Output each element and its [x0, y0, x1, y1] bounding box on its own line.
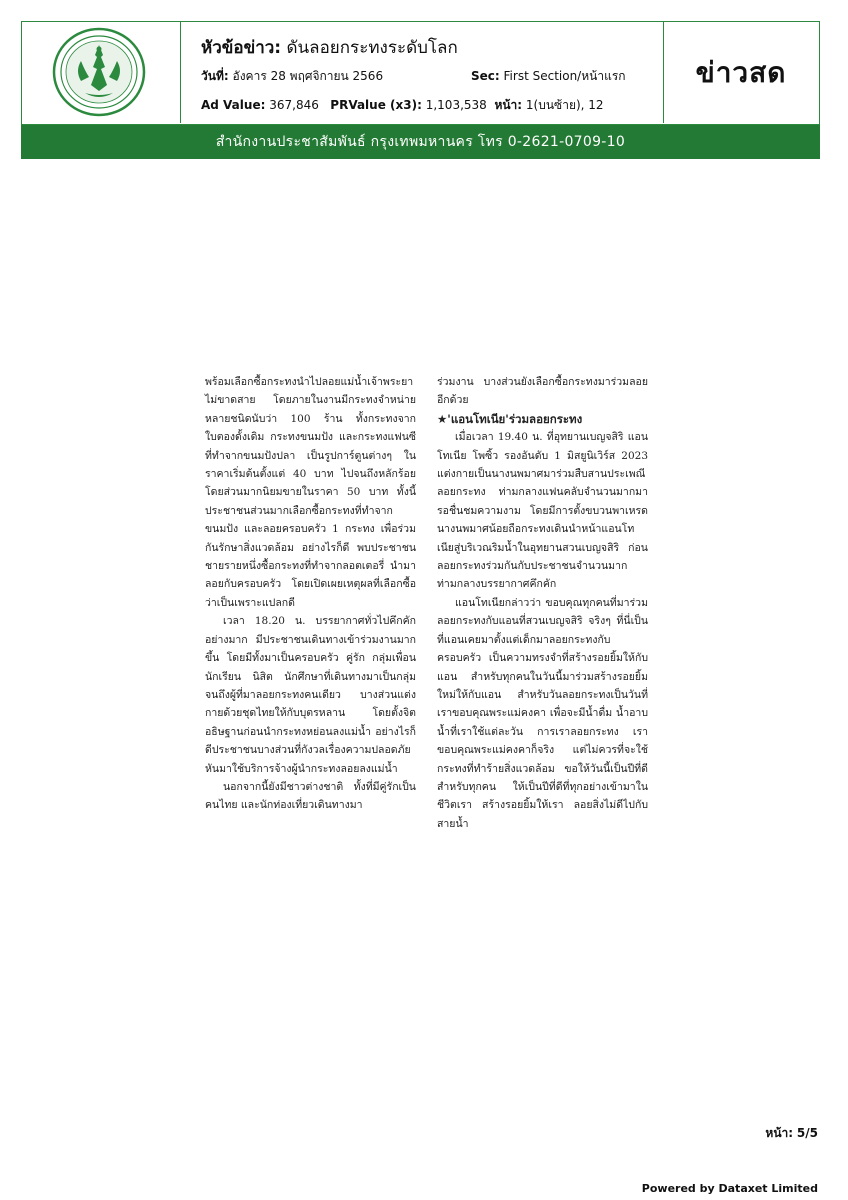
headline-label: หัวข้อข่าว: [201, 38, 282, 58]
footer-page-label: หน้า: [765, 1126, 794, 1140]
paragraph: พร้อมเลือกซื้อกระทงนำไปลอยแม่น้ำเจ้าพระยาไม่ขาดสาย โดยภายในงานมีกระทงจำหน่ายหลายชนิดนับว่า 100 ร้าน ทั้งกระทงจากใบตองดั้งเดิม กระทงขนมปัง และกระทงแฟนซี ที่ทำจากขนมปังปลา เป็นรูปการ์ตูนต่างๆ ในราคาเริ่มต้นตั้งแต่ 40 บาท ไปจนถึงหลักร้อย โดยส่วนมากนิยมขายในราคา 50 บาท ทั้งนี้ประชาชนส่วนมากเลือกซื้อกระทงที่ทำจากขนมปัง และลอยครอบครัว 1 กระทง เพื่อร่วมกันรักษาสิ่งแวดล้อม อย่างไรก็ดี พบประชาชนชายรายหนึ่งซื้อกระทงที่ทำจากลอตเตอรี่ นำมาลอยกับครอบครัว โดยเปิดเผยเหตุผลที่เลือกซื้อว่าเป็นเพราะแปลกดี [205, 376, 416, 609]
paragraph: เวลา 18.20 น. บรรยากาศทั่วไปคึกคักอย่างมาก มีประชาชนเดินทางเข้าร่วมงานมากขึ้น โดยมีทั้งมาเป็นครอบครัว คู่รัก กลุ่มเพื่อนนักเรียน นิสิต นักศึกษาที่เดินทางมาเป็นกลุ่ม จนถึงผู้ที่มาลอยกระทงคนเดียว บางส่วนแต่งกายด้วยชุดไทยให้กับบุตรหลาน โดยตั้งจิตอธิษฐานก่อนนำกระทงหย่อนลงแม่น้ำ อย่างไรก็ดีประชาชนบางส่วนที่กังวลเรื่องความปลอดภัย หันมาใช้บริการจ้างผู้นำกระทงลอยลงแม่น้ำ [205, 615, 416, 775]
headline-row [201, 34, 458, 61]
subheading: ★'แอนโทเนีย'ร่วมลอยกระทง [437, 411, 583, 426]
page-number [765, 1124, 818, 1143]
logo-cell [22, 22, 181, 123]
ad-value-label: Ad Value: [201, 98, 266, 112]
powered-by: Powered by Dataxet Limited [641, 1182, 818, 1195]
section-value: First Section/หน้าแรก [503, 69, 626, 83]
page-value: 1(บนซ้าย), 12 [525, 98, 604, 112]
paragraph: แอนโทเนียกล่าวว่า ขอบคุณทุกคนที่มาร่วมลอยกระทงกับแอนที่สวนเบญจสิริ จริงๆ ที่นี่เป็นที่แอนเคยมาตั้งแต่เด็กมาลอยกระทงกับครอบครัว เป็นความทรงจำที่สร้างรอยยิ้มให้กับแอน สำหรับทุกคนในวันนี้มาร่วมสร้างรอยยิ้มใหม่ให้กับแอน สำหรับวันลอยกระทงเป็นวันที่เราขอบคุณพระแม่คงคา เพื่อจะมีน้ำดื่ม น้ำอาบ น้ำที่เราใช้แต่ละวัน การเราลอยกระทง เราขอบคุณพระแม่คงคาก็จริง แต่ไม่ควรที่จะใช้กระทงที่ทำร้ายสิ่งแวดล้อม ขอให้วันนี้เป็นปีที่ดีสำหรับทุกคน ให้เป็นปีที่ดีที่ทุกอย่างเข้ามาในชีวิตเรา สร้างรอยยิ้มให้เรา ลอยสิ่งไม่ดีไปกับสายน้ำ [437, 596, 648, 830]
section-label: Sec: [471, 69, 500, 83]
date-row [201, 67, 383, 86]
clipping-header [21, 21, 820, 125]
paragraph: เมื่อเวลา 19.40 น. ที่อุทยานเบญจสิริ แอนโทเนีย โพซิ้ว รองอันดับ 1 มิสยูนิเวิร์ส 2023 แต่งกายเป็นนางนพมาศมาร่วมสืบสานประเพณีลอยกระทง ท่ามกลางแฟนคลับจำนวนมากมารอชื่นชมความงาม โดยมีการตั้งขบวนพาเหรด นางนพมาศน้อยถือกระทงเดินนำหน้าแอนโทเนียสู่บริเวณริมน้ำในอุทยานสวนเบญจสิริ ก่อนลอยกระทงร่วมกันกับประชาชนจำนวนมาก ท่ามกลางบรรยากาศคึกคัก [437, 431, 648, 591]
paragraph: นอกจากนี้ยังมีชาวต่างชาติ ทั้งที่มีคู่รักเป็นคนไทย และนักท่องเที่ยวเดินทางมา [205, 780, 416, 812]
paragraph: ร่วมงาน บางส่วนยังเลือกซื้อกระทงมาร่วมลอยอีกด้วย [437, 376, 648, 407]
pr-value: 1,103,538 [425, 98, 487, 112]
pr-value-label: PRValue (x3): [330, 98, 422, 112]
page-label: หน้า: [494, 98, 523, 112]
section-row [471, 67, 626, 86]
article-body [205, 373, 648, 933]
ad-value: 367,846 [269, 98, 319, 112]
footer-page-value: 5/5 [796, 1126, 818, 1140]
bangkok-seal-logo [51, 27, 147, 117]
source-cell [664, 22, 818, 123]
contact-banner: สำนักงานประชาสัมพันธ์ กรุงเทพมหานคร โทร 0-2621-0709-10 [21, 125, 820, 159]
source-name: ข่าวสด [695, 55, 787, 89]
date-value: อังคาร 28 พฤศจิกายน 2566 [232, 69, 384, 83]
info-cell [181, 22, 664, 123]
article-column-right [437, 373, 648, 833]
value-row [201, 96, 604, 115]
headline: ดันลอยกระทงระดับโลก [286, 38, 458, 58]
date-label: วันที่: [201, 69, 229, 83]
article-column-left [205, 373, 416, 815]
